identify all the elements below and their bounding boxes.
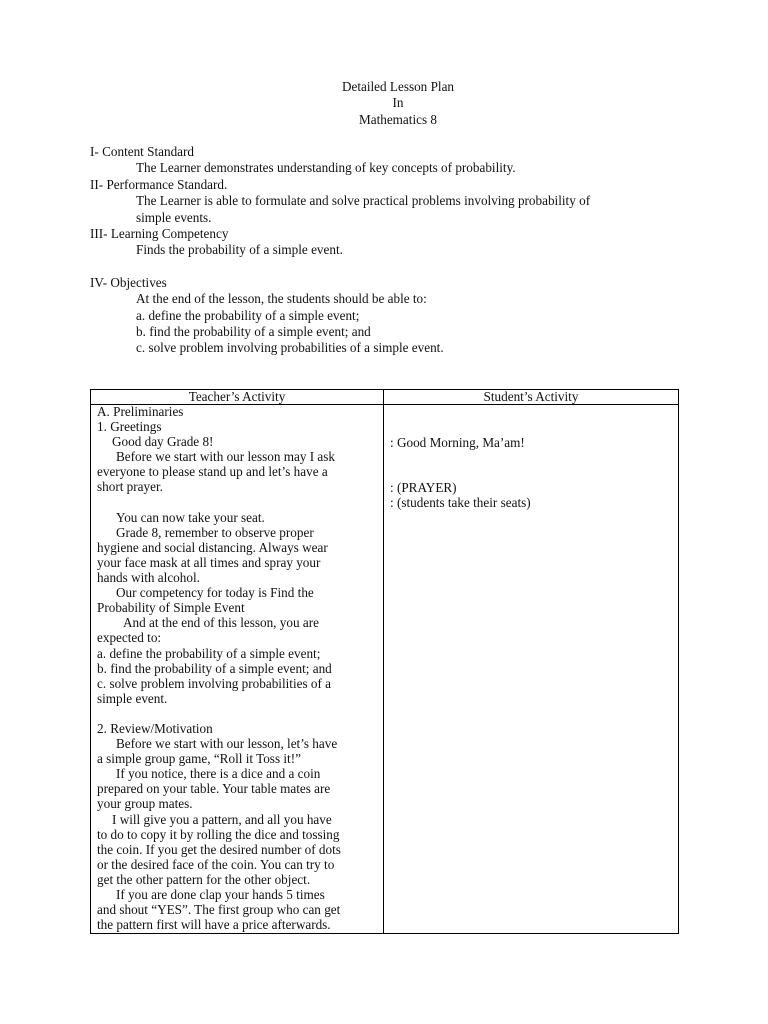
table-line: hygiene and social distancing. Always wear [97,539,328,555]
table-line: You can now take your seat. [116,509,265,525]
table-line: your face mask at all times and spray your [97,554,321,570]
table-line: Before we start with our lesson, let’s have [116,736,338,752]
table-line: a simple group game, “Roll it Toss it!” [97,751,301,767]
objectives-heading: IV- Objectives [90,274,167,290]
activity-table [90,389,679,934]
content-standard-body: The Learner demonstrates understanding of key concepts of probability. [136,160,516,176]
table-line: to do to copy it by rolling the dice and tossing [97,826,340,842]
table-line: the pattern first will have a price afterwards. [97,917,331,933]
table-line: b. find the probability of a simple event; and [97,660,332,676]
table-line: Grade 8, remember to observe proper [116,524,314,540]
table-line: : (PRAYER) [390,480,457,496]
teacher-activity-column [97,404,379,932]
table-line: : Good Morning, Ma’am! [390,435,525,450]
performance-standard-heading: II- Performance Standard. [90,176,228,192]
table-line: a. define the probability of a simple event; [97,645,321,661]
table-line: prepared on your table. Your table mates are [97,781,331,797]
table-line: hands with alcohol. [97,570,200,586]
table-line: : (students take their seats) [390,495,531,511]
objective-item: b. find the probability of a simple event; and [136,324,371,340]
table-line: Probability of Simple Event [97,600,245,616]
lesson-sections [90,144,690,357]
content-standard-heading: I- Content Standard [90,144,195,159]
title-line-3: Mathematics 8 [358,111,437,127]
table-line: simple event. [97,690,168,706]
objective-item: c. solve problem involving probabilities of a simple event. [136,340,444,356]
table-line: everyone to please stand up and let’s have a [97,464,328,480]
table-line: Our competency for today is Find the [116,585,314,601]
teacher-activity-header: Teacher’s Activity [188,389,286,404]
student-activity-header: Student’s Activity [483,389,579,404]
table-line: get the other pattern for the other object. [97,871,311,887]
title-line-1: Detailed Lesson Plan [341,79,455,94]
document-title [0,79,768,128]
table-line: or the desired face of the coin. You can try to [97,856,335,872]
table-line: If you notice, there is a dice and a coin [116,766,321,782]
table-line: A. Preliminaries [97,404,184,419]
objectives-intro: At the end of the lesson, the students should be able to: [136,291,427,307]
table-line: Good day Grade 8! [112,434,214,450]
performance-standard-body-line: simple events. [136,209,212,225]
table-line: and shout “YES”. The first group who can get [97,902,341,918]
table-line: 2. Review/Motivation [97,720,213,736]
table-line: Before we start with our lesson may I ask [116,449,336,465]
table-column-divider [383,390,384,933]
learning-competency-body: Finds the probability of a simple event. [136,242,343,258]
table-line: If you are done clap your hands 5 times [116,887,325,902]
table-line: the coin. If you get the desired number of dots [97,841,341,857]
objective-item: a. define the probability of a simple event; [136,307,360,323]
table-line: 1. Greetings [97,419,162,435]
title-line-2: In [392,95,404,111]
table-line: And at the end of this lesson, you are [123,615,319,631]
student-activity-column [390,435,670,510]
table-line: your group mates. [97,796,193,812]
table-line: short prayer. [97,479,163,495]
table-line: c. solve problem involving probabilities of a [97,675,332,691]
table-line: I will give you a pattern, and all you have [112,811,332,827]
table-line: expected to: [97,630,162,646]
learning-competency-heading: III- Learning Competency [90,226,229,242]
performance-standard-body-line: The Learner is able to formulate and solve practical problems involving probability of [136,193,591,209]
